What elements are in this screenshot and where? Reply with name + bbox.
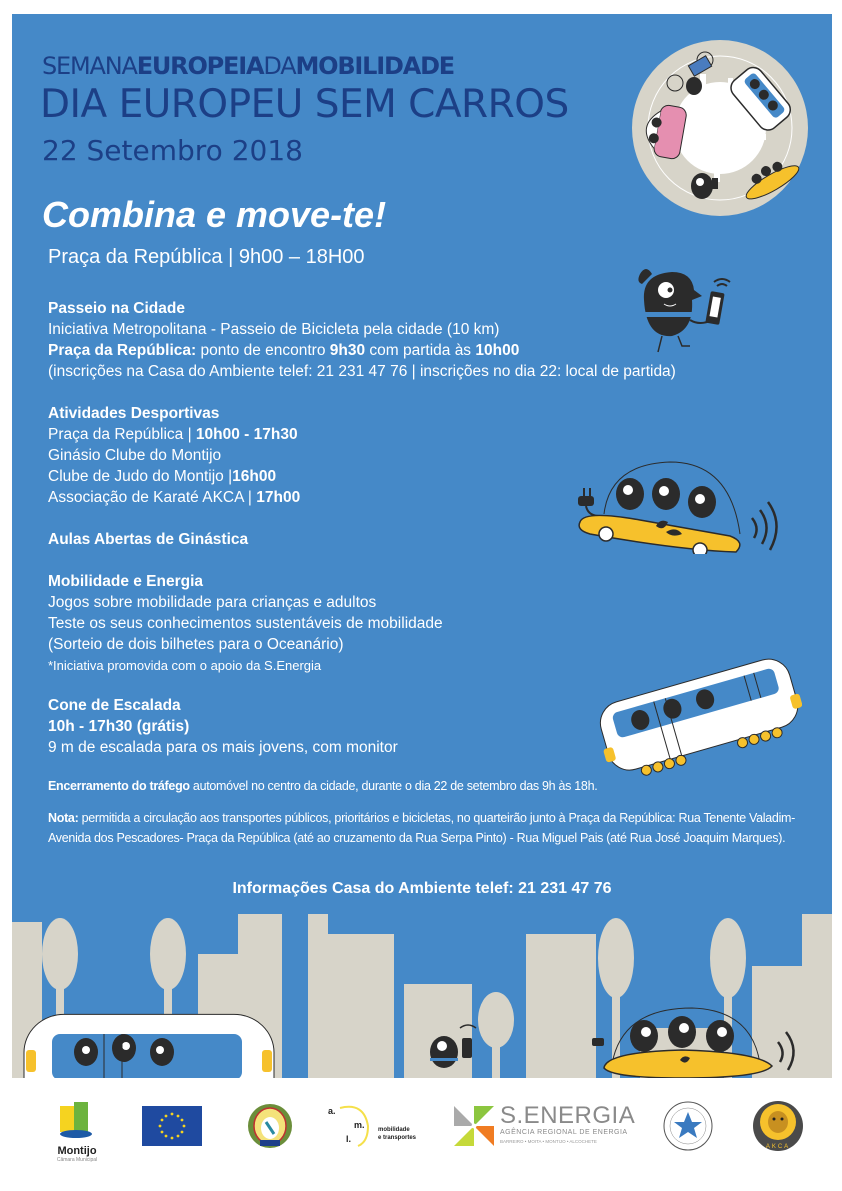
section-line: Jogos sobre mobilidade para crianças e adultos — [48, 594, 377, 611]
logo-aml: a. m. l. mobilidade e transportes — [328, 1102, 428, 1150]
section-passeio — [48, 298, 676, 382]
section-title: Atividades Desportivas — [48, 405, 220, 422]
section-title: Aulas Abertas de Ginástica — [48, 531, 249, 548]
event-title: DIA EUROPEU SEM CARROS — [40, 82, 569, 127]
city-skyline-illustration — [12, 914, 832, 1078]
svg-text:AKCA: AKCA — [765, 1144, 791, 1150]
activity-row: Praça da República | 10h00 - 17h30 — [48, 426, 298, 443]
info-contact: Informações Casa do Ambiente telef: 21 231 47 76 — [232, 880, 612, 897]
activity-row: Ginásio Clube do Montijo — [48, 447, 222, 464]
registration-info: (inscrições na Casa do Ambiente telef: 21 231 47 76 | inscrições no dia 22: local de partida) — [48, 363, 676, 380]
eu-flag-icon — [142, 1106, 202, 1146]
judo-club-emblem-icon — [662, 1100, 714, 1152]
event-location: Praça da República | 9h00 – 18H00 — [48, 246, 365, 268]
mobility-circle-illustration — [630, 38, 810, 218]
activity-row: Clube de Judo do Montijo |16h00 — [48, 468, 277, 485]
svg-text:l.: l. — [346, 1134, 352, 1144]
logo-senergia: S.ENERGIA AGÊNCIA REGIONAL DE ENERGIA BARREIRO • MOITA • MONTIJO • ALCOCHETE — [454, 1102, 644, 1150]
traffic-notice: Encerramento do tráfego automóvel no centro da cidade, durante o dia 22 de setembro das 9h às 18h. — [48, 779, 598, 793]
poster — [12, 14, 832, 1078]
section-title: Mobilidade e Energia — [48, 573, 204, 590]
akca-tiger-emblem-icon — [752, 1100, 804, 1152]
sponsor-logos — [0, 1092, 842, 1172]
event-date: 22 Setembro 2018 — [42, 134, 303, 167]
sponsor-note: *Iniciativa promovida com o apoio da S.Energia — [48, 658, 322, 673]
section-title: Cone de Escalada — [48, 697, 181, 714]
slogan: Combina e move-te! — [42, 194, 387, 235]
section-atividades — [48, 403, 300, 508]
ginasio-clube-crest-icon — [246, 1102, 294, 1150]
section-aulas — [48, 529, 248, 550]
tram-illustration — [592, 646, 802, 776]
section-time: 10h - 17h30 (grátis) — [48, 718, 190, 735]
montijo-emblem-icon — [48, 1100, 106, 1140]
section-escalada — [48, 695, 398, 758]
activity-row: Associação de Karaté AKCA | 17h00 — [48, 489, 301, 506]
svg-text:m.: m. — [354, 1120, 365, 1130]
campaign-name: SEMANAEUROPEIADAMOBILIDADE — [42, 52, 454, 80]
traffic-note: Nota: permitida a circulação aos transportes públicos, prioritários e bicicletas, no quarteirão junto à Praça da República: Rua Tenente Valadim- Avenida dos Pescadores- Praça da República (até ao cruzamento da Rua Serpa Pinto) - Rua Miguel Pais (até Rua José Joaquim Marques). — [48, 811, 796, 845]
character-phone-illustration — [632, 260, 732, 356]
section-mobilidade — [48, 571, 443, 676]
aml-arc-icon — [328, 1102, 378, 1150]
section-line: 9 m de escalada para os mais jovens, com monitor — [48, 739, 398, 756]
meeting-info: Praça da República: ponto de encontro 9h30 com partida às 10h00 — [48, 342, 520, 359]
section-line: Teste os seus conhecimentos sustentáveis de mobilidade — [48, 615, 443, 632]
svg-text:a.: a. — [328, 1106, 336, 1116]
section-title: Passeio na Cidade — [48, 300, 185, 317]
logo-montijo: Montijo Câmara Municipal — [48, 1100, 106, 1164]
section-line: Iniciativa Metropolitana - Passeio de Bicicleta pela cidade (10 km) — [48, 321, 500, 338]
electric-car-illustration — [560, 454, 790, 554]
section-line: (Sorteio de dois bilhetes para o Oceanário) — [48, 636, 344, 653]
senergia-pinwheel-icon — [454, 1106, 494, 1146]
